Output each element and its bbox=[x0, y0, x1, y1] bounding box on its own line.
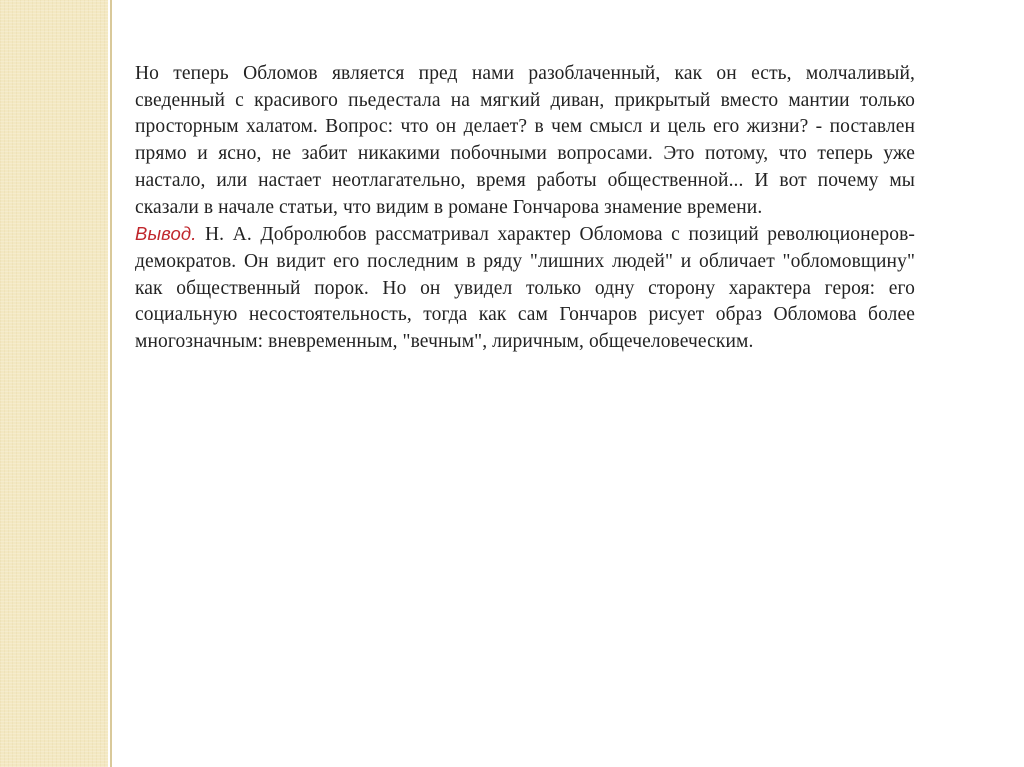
conclusion-paragraph bbox=[135, 221, 915, 356]
slide-text-body bbox=[135, 61, 915, 356]
quote-paragraph: Но теперь Обломов является пред нами разоблаченный, как он есть, молчаливый, сведенный с красивого пьедестала на мягкий диван, прикрытый вместо мантии только просторным халатом. Вопрос: что он делает? в чем смысл и цель его жизни? - поставлен прямо и ясно, не забит никакими побочными вопросами. Это потому, что теперь уже настало, или настает неотлагательно, время работы общественной... И вот почему мы сказали в начале статьи, что видим в романе Гончарова знамение времени. bbox=[135, 63, 915, 218]
decorative-side-band bbox=[0, 0, 108, 767]
conclusion-label: Вывод. bbox=[135, 223, 197, 245]
conclusion-text: Н. А. Добролюбов рассматривал характер Обломова с позиций революционеров-демократов. Он видит его последним в ряду "лишних людей" и обличает "обломовщину" как общественный порок. Но он увидел только одну сторону характера героя: его социальную несостоятельность, тогда как сам Гончаров рисует образ Обломова более многозначным: вневременным, "вечным", лиричным, общечеловеческим. bbox=[135, 224, 915, 353]
side-divider bbox=[110, 0, 112, 767]
